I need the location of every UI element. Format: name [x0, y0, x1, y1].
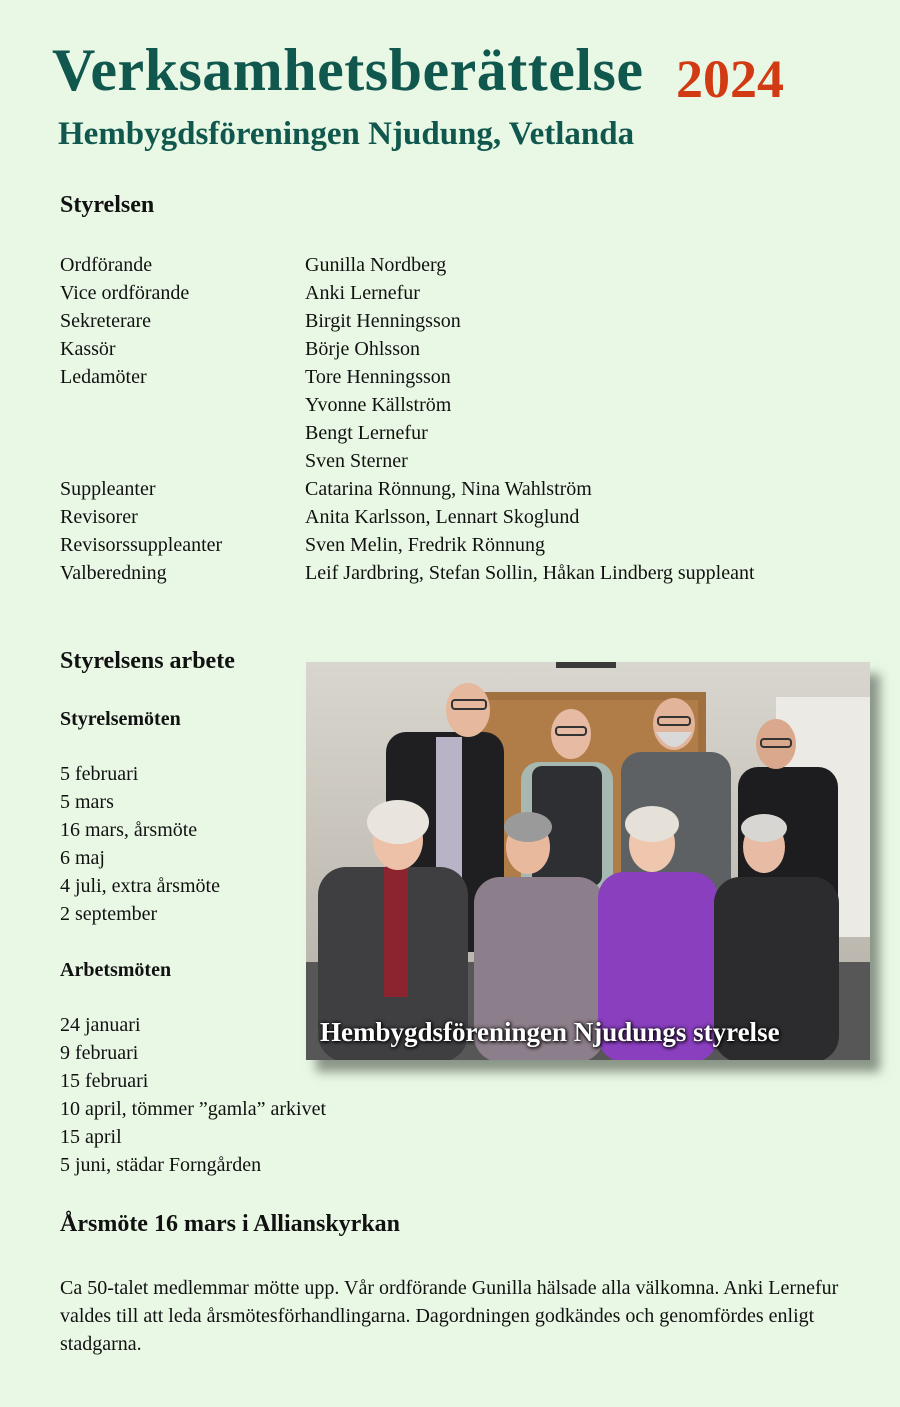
document-title: Verksamhetsberättelse [52, 37, 644, 103]
board-row [60, 251, 900, 279]
role-title [60, 419, 305, 447]
board-meetings-heading: Styrelsemöten [60, 708, 181, 730]
board-roles-table [60, 251, 900, 587]
board-heading: Styrelsen [60, 192, 155, 218]
role-title [60, 447, 305, 475]
board-row [60, 447, 900, 475]
work-meetings-heading: Arbetsmöten [60, 959, 172, 981]
document-subtitle: Hembygdsföreningen Njudung, Vetlanda [58, 116, 635, 152]
annual-meeting-text: Ca 50-talet medlemmar mötte upp. Vår ordförande Gunilla hälsade alla välkomna. Anki Lernefur valdes till att leda årsmötesförhandlingarna. Dagordningen godkändes och genomfördes enligt stadgarna. [60, 1277, 839, 1355]
list-item: 9 februari [60, 1042, 139, 1064]
list-item: 15 februari [60, 1070, 149, 1092]
role-names: Leif Jardbring, Stefan Sollin, Håkan Lindberg suppleant [305, 562, 755, 584]
document-year: 2024 [676, 49, 784, 109]
list-item: 5 mars [60, 791, 114, 813]
role-names: Sven Melin, Fredrik Rönnung [305, 534, 545, 556]
group-photo-illustration [306, 662, 870, 1060]
role-title: Sekreterare [60, 310, 152, 332]
board-row [60, 363, 900, 391]
role-title: Valberedning [60, 562, 167, 584]
list-item: 15 april [60, 1126, 122, 1148]
role-title: Revisorssuppleanter [60, 534, 223, 556]
board-row [60, 503, 900, 531]
board-row [60, 419, 900, 447]
role-names: Tore Henningsson [305, 366, 451, 388]
board-row [60, 391, 900, 419]
role-names: Catarina Rönnung, Nina Wahlström [305, 478, 592, 500]
list-item: 6 maj [60, 847, 105, 869]
role-title: Vice ordförande [60, 282, 190, 304]
board-meetings-list [60, 760, 220, 928]
board-row [60, 559, 900, 587]
list-item: 5 februari [60, 763, 139, 785]
role-title: Ledamöter [60, 366, 147, 388]
role-title: Suppleanter [60, 478, 156, 500]
board-group-photo [306, 662, 870, 1060]
list-item: 10 april, tömmer ”gamla” arkivet [60, 1098, 327, 1120]
work-meetings-list [60, 1011, 326, 1179]
role-title [60, 391, 305, 419]
list-item: 2 september [60, 903, 158, 925]
role-title: Ordförande [60, 254, 153, 276]
list-item: 5 juni, städar Forngården [60, 1154, 262, 1176]
role-names: Anki Lernefur [305, 282, 420, 304]
role-title: Kassör [60, 338, 116, 360]
role-names: Birgit Henningsson [305, 310, 461, 332]
list-item: 24 januari [60, 1014, 141, 1036]
role-title: Revisorer [60, 506, 138, 528]
role-names: Yvonne Källström [305, 394, 452, 416]
board-row [60, 475, 900, 503]
board-row [60, 531, 900, 559]
annual-meeting-heading: Årsmöte 16 mars i Allianskyrkan [60, 1211, 401, 1237]
photo-caption: Hembygdsföreningen Njudungs styrelse [320, 1017, 780, 1047]
role-names: Sven Sterner [305, 450, 408, 472]
board-work-heading: Styrelsens arbete [60, 648, 235, 674]
role-names: Gunilla Nordberg [305, 254, 447, 276]
role-names: Bengt Lernefur [305, 422, 428, 444]
list-item: 4 juli, extra årsmöte [60, 875, 220, 897]
list-item: 16 mars, årsmöte [60, 819, 198, 841]
role-names: Börje Ohlsson [305, 338, 420, 360]
board-row [60, 307, 900, 335]
board-row [60, 279, 900, 307]
role-names: Anita Karlsson, Lennart Skoglund [305, 506, 580, 528]
board-row [60, 335, 900, 363]
